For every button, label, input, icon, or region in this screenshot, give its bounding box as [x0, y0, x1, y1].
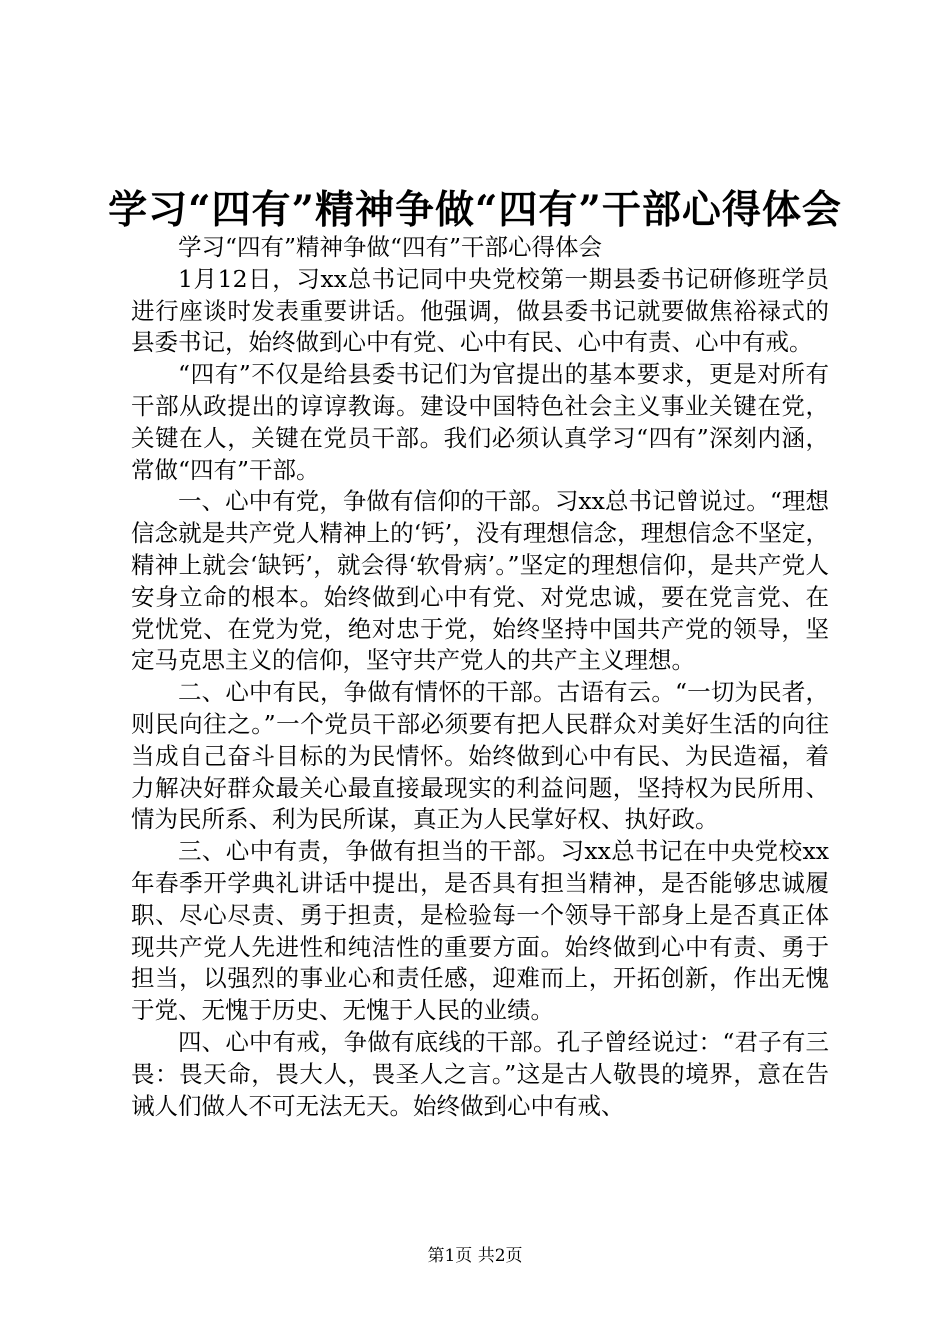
- body-paragraph: 三、心中有责，争做有担当的干部。习xx总书记在中央党校xx年春季开学典礼讲话中提出，是否具有担当精神，是否能够忠诚履职、尽心尽责、勇于担责，是检验每一个领导干部身上是否真正体现共产党人先进性和纯洁性的重要方面。始终做到心中有责、勇于担当，以强烈的事业心和责任感，迎难而上，开拓创新，作出无愧于党、无愧于历史、无愧于人民的业绩。: [131, 837, 829, 1025]
- body-paragraph: 1月12日，习xx总书记同中央党校第一期县委书记研修班学员进行座谈时发表重要讲话。他强调，做县委书记就要做焦裕禄式的县委书记，始终做到心中有党、心中有民、心中有责、心中有戒。: [131, 264, 829, 357]
- document-title: 学习“四有”精神争做“四有”干部心得体会: [108, 187, 842, 233]
- body-paragraph: 一、心中有党，争做有信仰的干部。习xx总书记曾说过。“理想信念就是共产党人精神上的‘钙’，没有理想信念，理想信念不坚定，精神上就会‘缺钙’，就会得‘软骨病’。”坚定的理想信仰，是共产党人安身立命的根本。始终做到心中有党、对党忠诚，要在党言党、在党忧党、在党为党，绝对忠于党，始终坚持中国共产党的领导，坚定马克思主义的信仰，坚守共产党人的共产主义理想。: [131, 487, 829, 675]
- document-body: [131, 232, 829, 1122]
- body-paragraph: 学习“四有”精神争做“四有”干部心得体会: [178, 233, 603, 261]
- body-paragraph: 二、心中有民，争做有情怀的干部。古语有云。“一切为民者，则民向往之。”一个党员干部必须要有把人民群众对美好生活的向往当成自己奋斗目标的为民情怀。始终做到心中有民、为民造福，着力解决好群众最关心最直接最现实的利益问题，坚持权为民所用、情为民所系、利为民所谋，真正为人民掌好权、执好政。: [131, 678, 829, 834]
- page-number: 第1页 共2页: [427, 1246, 523, 1266]
- body-paragraph: “四有”不仅是给县委书记们为官提出的基本要求，更是对所有干部从政提出的谆谆教诲。建设中国特色社会主义事业关键在党，关键在人，关键在党员干部。我们必须认真学习“四有”深刻内涵，常做“四有”干部。: [131, 360, 829, 484]
- body-paragraph: 四、心中有戒，争做有底线的干部。孔子曾经说过：“君子有三畏：畏天命，畏大人，畏圣人之言。”这是古人敬畏的境界，意在告诫人们做人不可无法无天。始终做到心中有戒、: [131, 1027, 829, 1120]
